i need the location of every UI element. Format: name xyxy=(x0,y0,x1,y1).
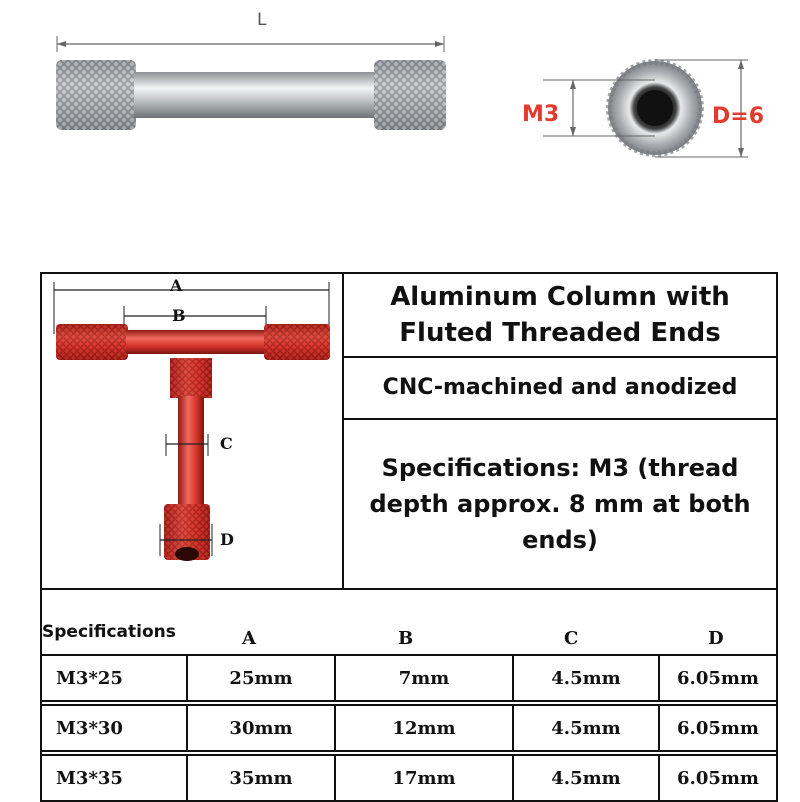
row-c: 4.5mm xyxy=(512,704,660,752)
col-header-c: C xyxy=(564,628,579,649)
col-header-a: A xyxy=(242,628,256,649)
row-spec: M3*30 xyxy=(40,704,188,752)
row-c: 4.5mm xyxy=(512,654,660,702)
table-row xyxy=(40,754,778,800)
row-d: 6.05mm xyxy=(658,704,778,752)
dimension-diagram-panel xyxy=(40,272,344,590)
row-c: 4.5mm xyxy=(512,754,660,802)
col-header-specifications: Specifications xyxy=(42,622,176,642)
row-spec: M3*35 xyxy=(40,754,188,802)
thread-size-label: M3 xyxy=(522,102,560,127)
specifications-text: Specifications: M3 (thread depth approx. 8 mm at both ends) xyxy=(342,418,778,590)
row-b: 17mm xyxy=(334,754,514,802)
row-d: 6.05mm xyxy=(658,754,778,802)
row-a: 30mm xyxy=(186,704,336,752)
length-label: L xyxy=(257,10,267,30)
product-subtitle: CNC-machined and anodized xyxy=(342,356,778,420)
product-title: Aluminum Column with Fluted Threaded Ends xyxy=(342,272,778,358)
red-standoff-diagram xyxy=(42,274,342,588)
diameter-label: D=6 xyxy=(712,104,765,129)
row-d: 6.05mm xyxy=(658,654,778,702)
row-b: 12mm xyxy=(334,704,514,752)
row-a: 25mm xyxy=(186,654,336,702)
row-a: 35mm xyxy=(186,754,336,802)
col-header-b: B xyxy=(398,628,414,649)
dim-a-label: A xyxy=(170,276,183,295)
row-spec: M3*25 xyxy=(40,654,188,702)
table-row xyxy=(40,704,778,752)
silver-standoff-illustration xyxy=(0,0,800,240)
row-b: 7mm xyxy=(334,654,514,702)
table-row xyxy=(40,654,778,702)
col-header-d: D xyxy=(708,628,724,649)
dim-b-label: B xyxy=(172,306,186,325)
dim-d-label: D xyxy=(220,530,234,549)
dim-c-label: C xyxy=(220,434,233,453)
product-photo-area xyxy=(0,0,800,240)
shaft xyxy=(134,72,378,118)
